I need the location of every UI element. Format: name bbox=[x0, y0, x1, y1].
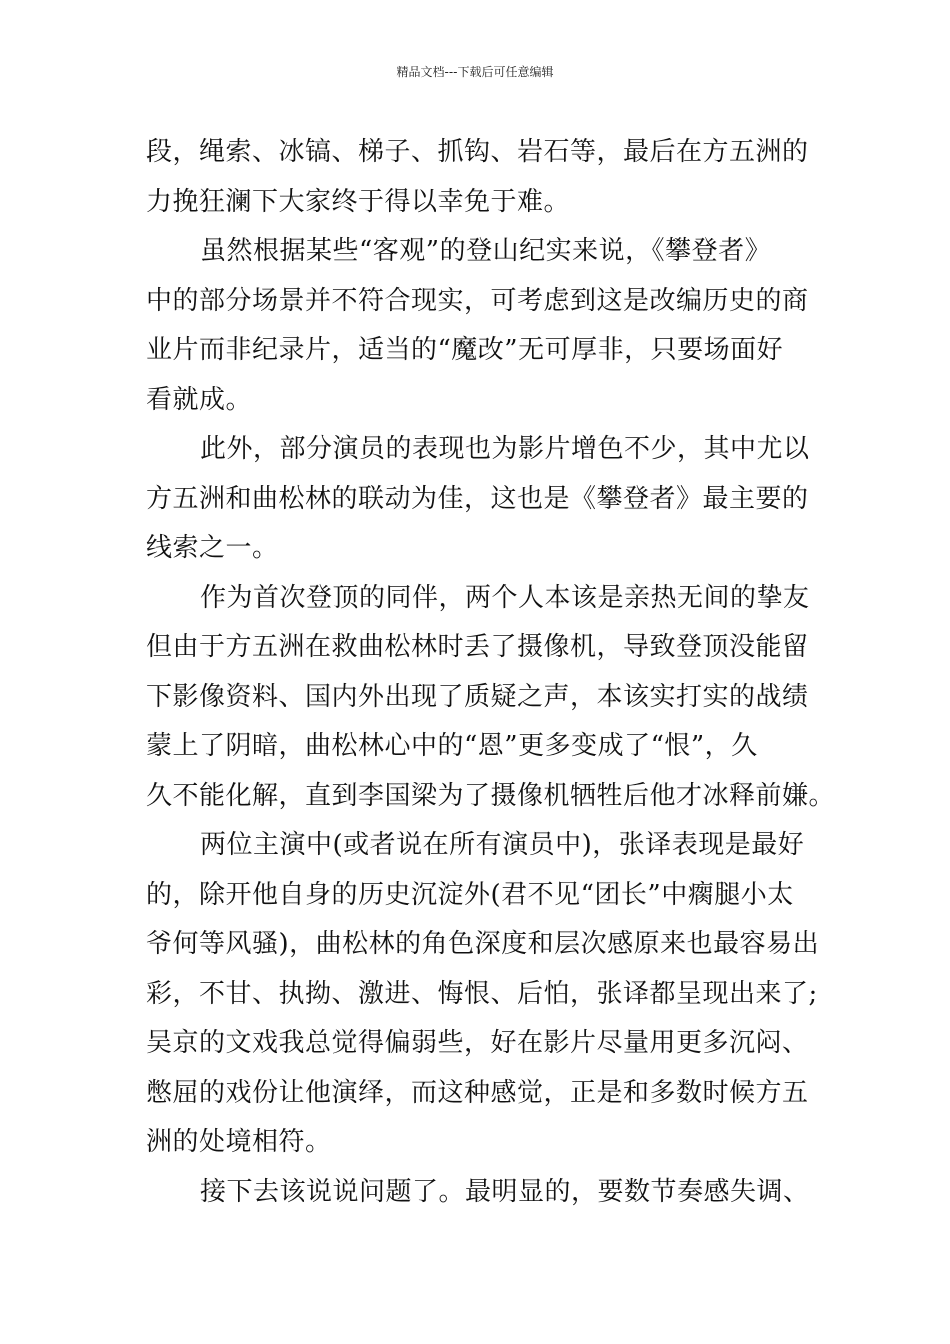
text-line: 业片而非纪录片，适当的“魔改”无可厚非，只要场面好 bbox=[146, 335, 784, 365]
text-line: 蒙上了阴暗，曲松林心中的“恩”更多变成了“恨”，久 bbox=[146, 731, 758, 761]
text-line: 段，绳索、冰镐、梯子、抓钩、岩石等，最后在方五洲的 bbox=[146, 137, 809, 167]
text-line: 线索之一。 bbox=[146, 533, 279, 563]
text-line: 憋屈的戏份让他演绎，而这种感觉，正是和多数时候方五 bbox=[146, 1077, 809, 1108]
text-line: 力挽狂澜下大家终于得以幸免于难。 bbox=[146, 186, 571, 217]
text-line: 吴京的文戏我总觉得偏弱些，好在影片尽量用更多沉闷、 bbox=[146, 1028, 809, 1058]
text-line: 但由于方五洲在救曲松林时丢了摄像机，导致登顶没能留 bbox=[146, 632, 809, 662]
paragraph bbox=[146, 128, 809, 227]
text-line: 彩，不甘、执拗、激进、悔恨、后怕，张译都呈现出来了; bbox=[146, 978, 818, 1009]
paragraph bbox=[146, 1168, 810, 1218]
paragraph bbox=[146, 821, 820, 1168]
paragraph bbox=[146, 425, 810, 574]
text-line: 接下去该说说问题了。最明显的，要数节奏感失调、 bbox=[200, 1176, 810, 1207]
body-text bbox=[146, 128, 836, 1217]
text-line: 久不能化解，直到李国梁为了摄像机牺牲后他才冰释前嫌。 bbox=[146, 780, 836, 811]
text-line: 爷何等风骚)，曲松林的角色深度和层次感原来也最容易出 bbox=[146, 929, 820, 959]
text-line: 此外，部分演员的表现也为影片增色不少，其中尤以 bbox=[200, 434, 810, 464]
text-line: 中的部分场景并不符合现实，可考虑到这是改编历史的商 bbox=[146, 285, 809, 316]
text-line: 虽然根据某些“客观”的登山纪实来说，《攀登者》 bbox=[200, 236, 772, 266]
text-line: 看就成。 bbox=[146, 384, 253, 415]
text-line: 下影像资料、国内外出现了质疑之声，本该实打实的战绩 bbox=[146, 681, 809, 712]
text-line: 作为首次登顶的同伴，两个人本该是亲热无间的挚友 bbox=[200, 582, 810, 613]
text-line: 洲的处境相符。 bbox=[146, 1127, 332, 1157]
text-line: 的，除开他自身的历史沉淀外(君不见“团长”中瘸腿小太 bbox=[146, 879, 794, 910]
text-line: 两位主演中(或者说在所有演员中)，张译表现是最好 bbox=[200, 830, 805, 860]
text-line: 方五洲和曲松林的联动为佳，这也是《攀登者》最主要的 bbox=[146, 483, 809, 514]
paragraph bbox=[146, 574, 836, 822]
page-header: 精品文档---下载后可任意编辑 bbox=[396, 65, 554, 79]
paragraph bbox=[146, 227, 809, 425]
